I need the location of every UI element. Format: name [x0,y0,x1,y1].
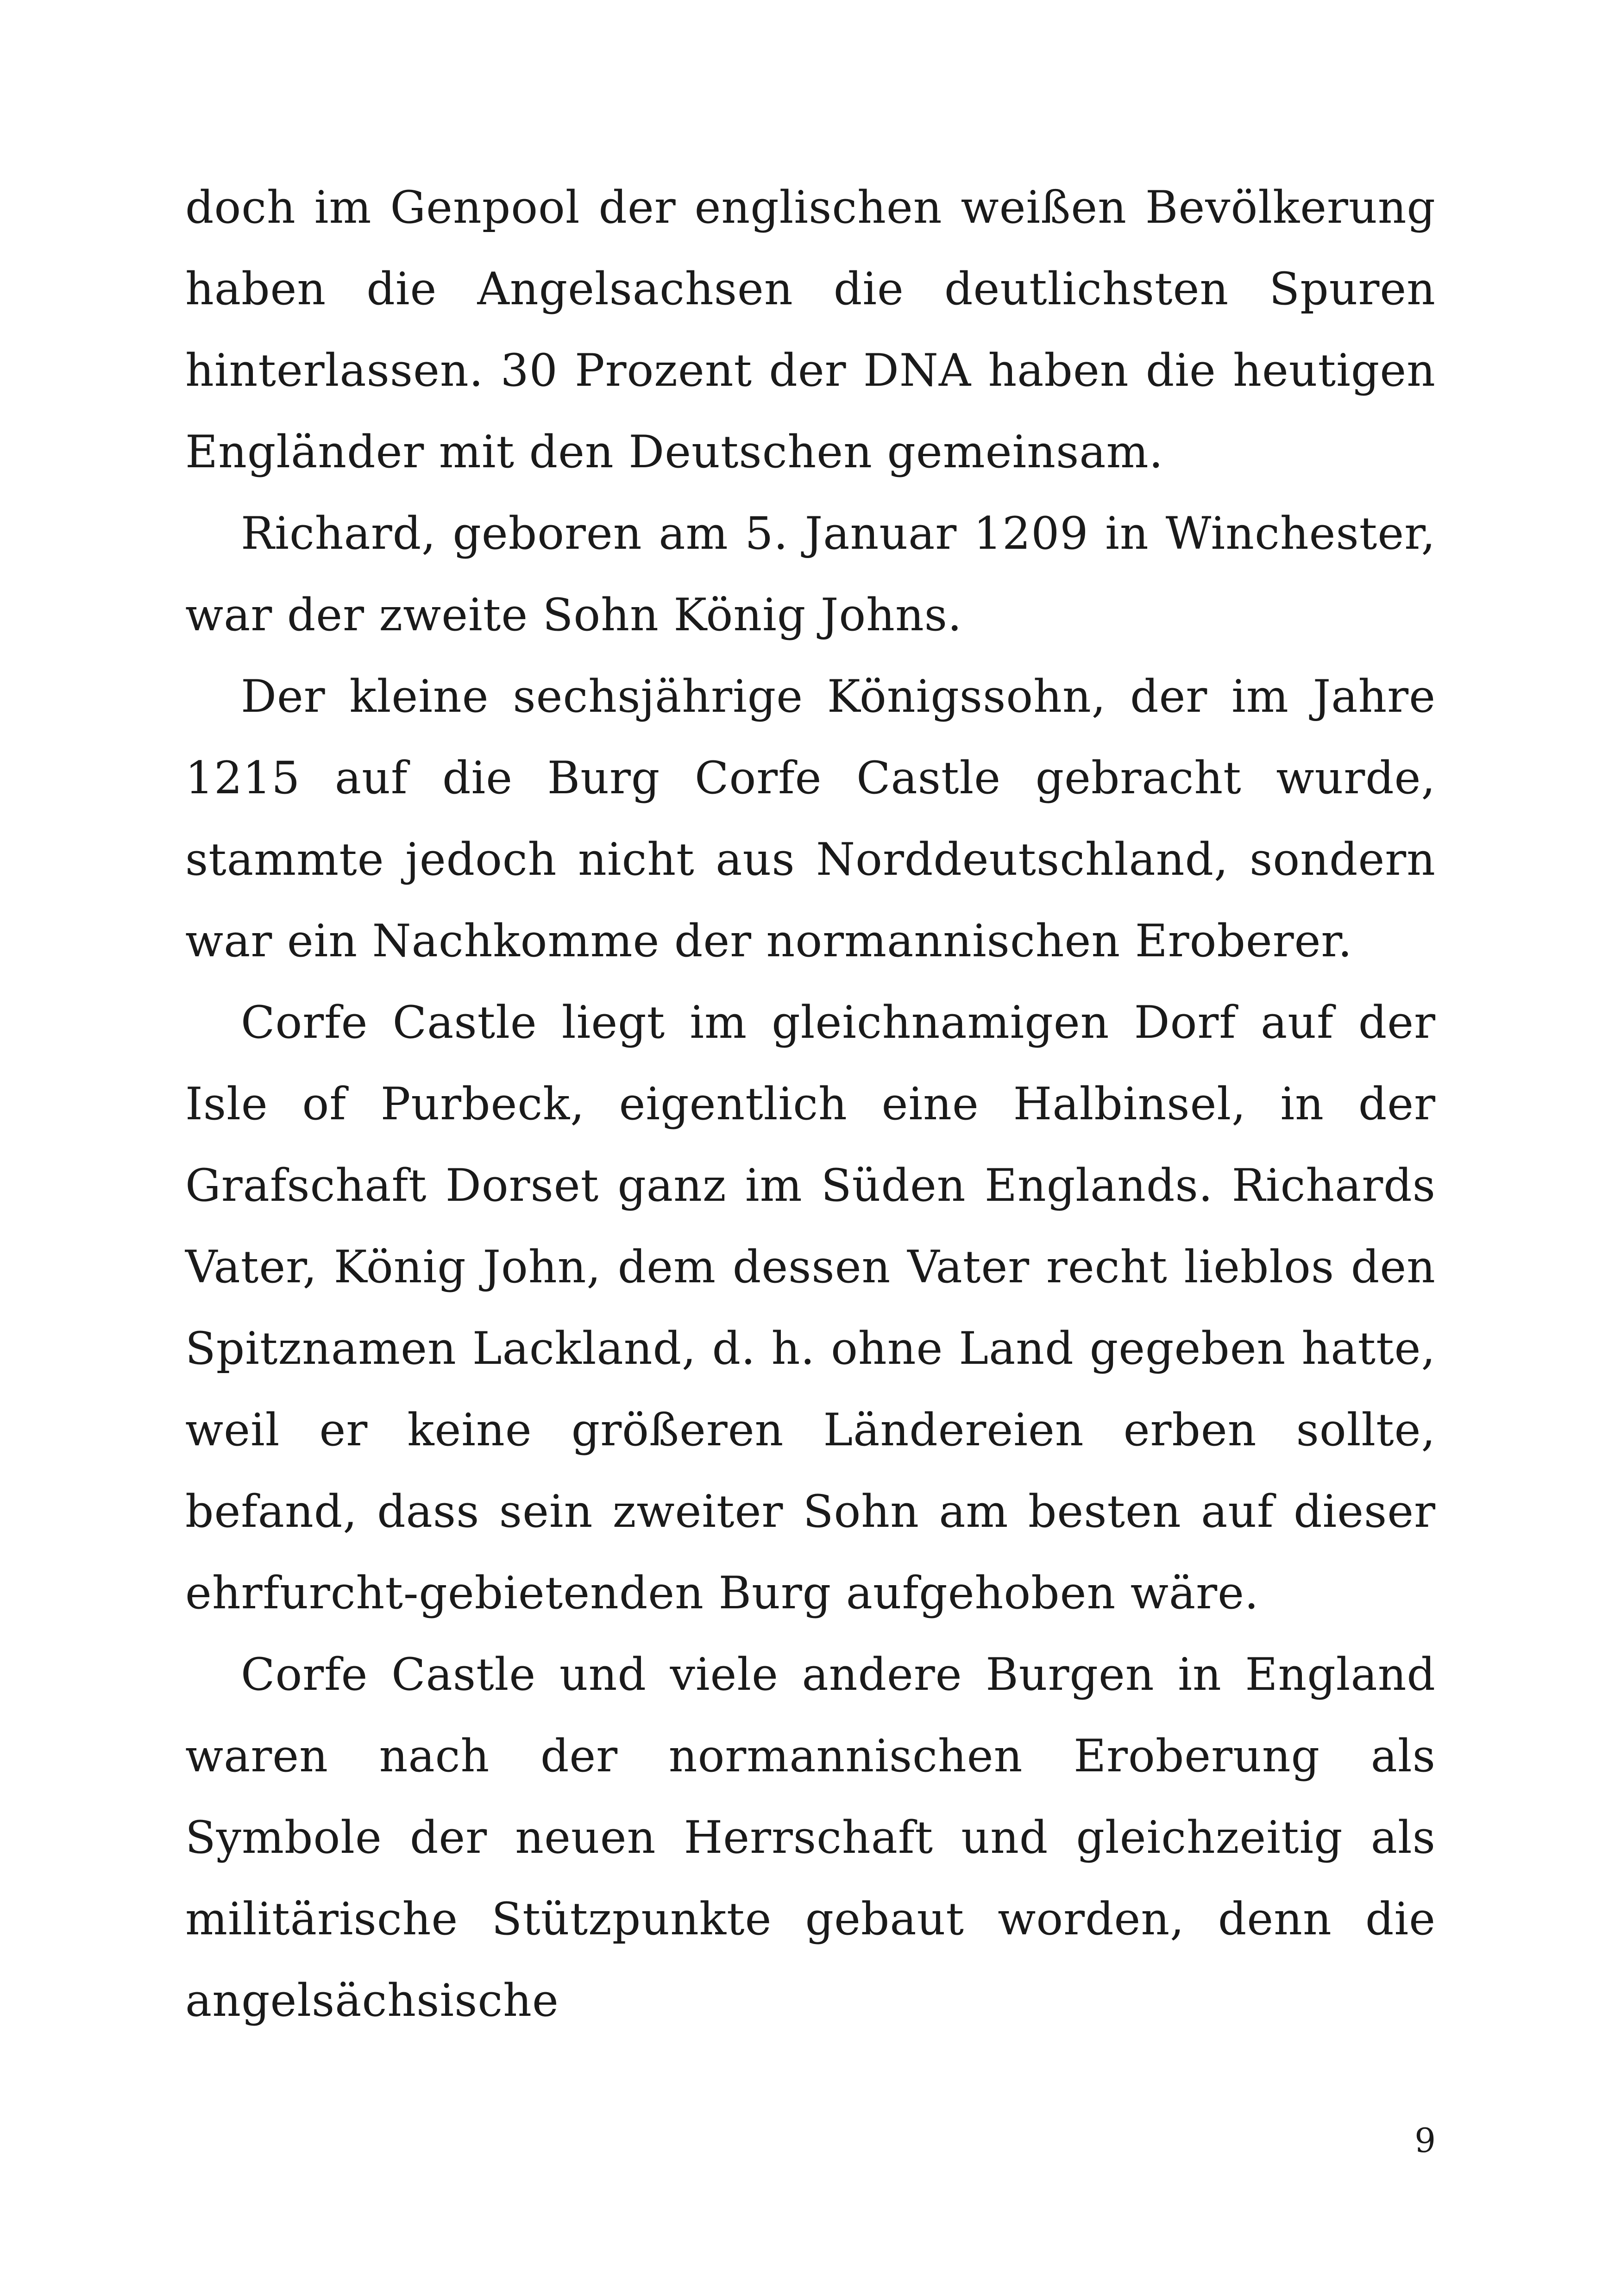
page-number: 9 [1414,2121,1436,2160]
paragraph-richard-birth: Richard, geboren am 5. Januar 1209 in Winchester, war der zweite Sohn König Johns. [185,508,1436,641]
paragraph-castles-england: Corfe Castle und viele andere Burgen in England waren nach der normannischen Eroberung als Symbole der neuen Herrschaft und gleichzeitig als militärische Stützpunkte gebaut worden, denn die angelsächsische [185,1649,1436,2026]
body-text [185,167,1436,2041]
paragraph-continued: doch im Genpool der englischen weißen Bevölkerung haben die Angelsachsen die deutlichsten Spuren hinterlassen. 30 Prozent der DNA haben die heutigen Engländer mit den Deutschen gemeinsam. [185,182,1436,478]
paragraph-corfe-castle-location: Corfe Castle liegt im gleichnamigen Dorf auf der Isle of Purbeck, eigentlich eine Halbinsel, in der Grafschaft Dorset ganz im Süden Englands. Richards Vater, König John, dem dessen Vater recht lieblos den Spitznamen Lackland, d. h. ohne Land gegeben hatte, weil er keine größeren Ländereien erben sollte, befand, dass sein zweiter Sohn am besten auf dieser ehrfurcht-gebietenden Burg aufgehoben wäre. [185,997,1436,1619]
paragraph-kings-son: Der kleine sechsjährige Königssohn, der im Jahre 1215 auf die Burg Corfe Castle gebracht wurde, stammte jedoch nicht aus Norddeutschland, sondern war ein Nachkomme der normannischen Eroberer. [185,671,1436,967]
